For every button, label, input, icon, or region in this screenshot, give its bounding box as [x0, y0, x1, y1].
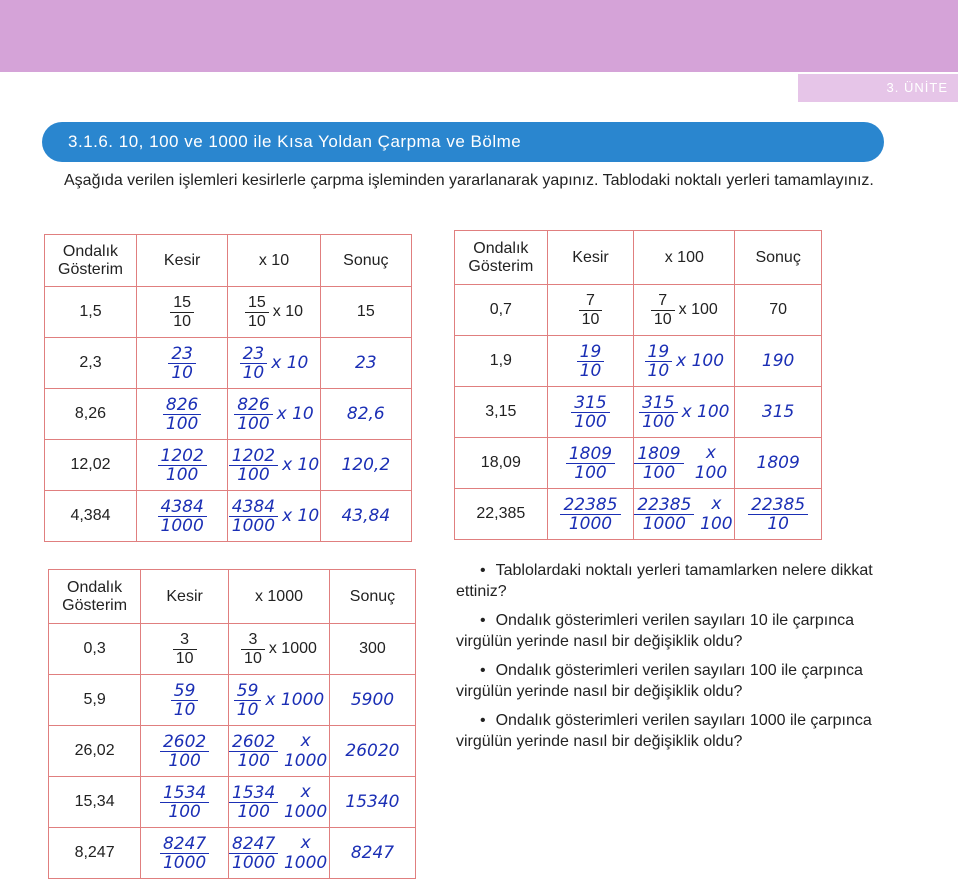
multiplication-expression: [651, 292, 718, 329]
result-value: 8247: [350, 843, 395, 863]
denominator: 10: [175, 649, 194, 667]
fraction: [234, 682, 262, 719]
header-result: Sonuç: [329, 570, 415, 624]
multiplication-expression: [234, 682, 324, 719]
multiplier-text: x 1000: [265, 690, 325, 710]
result-cell: [735, 438, 822, 489]
table-row: [455, 438, 822, 489]
multiplier-text: x 100: [700, 494, 733, 534]
denominator: 10: [173, 312, 192, 330]
header-multiplier: x 10: [228, 235, 320, 287]
table-row: [45, 338, 412, 389]
numerator: 1809: [634, 445, 683, 464]
numerator: 2602: [229, 733, 278, 752]
result-value: 15340: [345, 792, 400, 812]
multiplier-text: x 1000: [283, 782, 328, 822]
decimal-value: 18,09: [480, 454, 521, 471]
result-value: 300: [359, 640, 386, 657]
denominator: 10: [173, 699, 196, 720]
bullet: •: [480, 662, 486, 679]
header-decimal: Ondalık Gösterim: [455, 231, 548, 285]
fraction: [229, 447, 278, 484]
numerator: 22385: [634, 496, 694, 515]
numerator: 1534: [229, 784, 278, 803]
decimal-cell: [49, 624, 141, 675]
multiplication-cell: [634, 438, 735, 489]
header-fraction: Kesir: [141, 570, 229, 624]
fraction-cell: [141, 726, 229, 777]
fraction: [577, 343, 605, 380]
fraction: [579, 292, 603, 329]
fraction-cell: [141, 777, 229, 828]
result-value: 23: [355, 353, 377, 373]
decimal-cell: [455, 489, 548, 540]
numerator: 15: [245, 294, 269, 313]
result-cell: [329, 726, 415, 777]
multiplication-cell: [229, 726, 330, 777]
multiplication-cell: [228, 440, 320, 491]
multiplication-cell: [229, 828, 330, 879]
multiplication-cell: [634, 336, 735, 387]
instructions-text: Aşağıda verilen işlemleri kesirlerle çarpma işleminden yararlanarak yapınız. Tablodaki noktalı yerleri tamamlayınız.: [64, 172, 874, 189]
result-cell: [329, 777, 415, 828]
result-cell: [735, 285, 822, 336]
numerator: 23: [168, 345, 196, 364]
fraction-cell: [547, 336, 634, 387]
fraction-cell: [136, 389, 227, 440]
multiplier-text: x 1000: [268, 640, 317, 657]
denominator: 100: [237, 413, 270, 434]
fraction-cell: [547, 438, 634, 489]
fraction-cell: [547, 489, 634, 540]
decimal-value: 15,34: [74, 793, 115, 810]
fraction-cell: [547, 285, 634, 336]
result-cell: [329, 828, 415, 879]
table-header-row: [455, 231, 822, 285]
decimal-value: 26,02: [74, 742, 115, 759]
table-row: [49, 675, 416, 726]
multiplier-text: x 100: [694, 443, 728, 483]
denominator: 10: [244, 649, 262, 667]
table-row: [45, 287, 412, 338]
fraction: [245, 294, 269, 331]
fraction: [560, 496, 620, 533]
multiplication-cell: [228, 389, 320, 440]
numerator: 826: [234, 396, 272, 415]
decimal-value: 3,15: [485, 403, 517, 420]
result-cell: [320, 389, 411, 440]
multiplication-expression: [229, 498, 319, 535]
fraction: [240, 345, 268, 382]
numerator: 3: [173, 631, 197, 650]
fraction: [651, 292, 675, 329]
table-row: [49, 624, 416, 675]
denominator: 100: [237, 801, 270, 822]
table-row: [45, 389, 412, 440]
fraction-cell: [136, 440, 227, 491]
numerator: 4384: [158, 498, 207, 517]
result-value: 120,2: [341, 455, 391, 475]
numerator: 3: [241, 631, 265, 650]
decimal-cell: [45, 389, 137, 440]
table-row: [455, 489, 822, 540]
multiplication-expression: [240, 345, 309, 382]
denominator: 10: [579, 360, 602, 381]
decimal-cell: [49, 828, 141, 879]
denominator: 100: [642, 411, 675, 432]
table-row: [45, 491, 412, 542]
multiplier-text: x 10: [282, 506, 320, 526]
numerator: 1202: [229, 447, 278, 466]
denominator: 100: [165, 464, 199, 485]
questions-list: [456, 560, 888, 760]
numerator: 1809: [566, 445, 615, 464]
decimal-cell: [45, 491, 137, 542]
table-row: [455, 387, 822, 438]
question-text: Ondalık gösterimleri verilen sayıları 1000 ile çarpınca virgülün yerinde nasıl bir değişiklik oldu?: [456, 712, 872, 750]
multiplication-expression: [229, 782, 329, 822]
result-value: 82,6: [346, 404, 385, 424]
fraction: [160, 784, 209, 821]
fraction: [571, 394, 609, 431]
result-cell: [735, 336, 822, 387]
denominator: 100: [237, 464, 270, 485]
question-item: [456, 660, 888, 702]
decimal-cell: [45, 287, 137, 338]
question-item: [456, 610, 888, 652]
denominator: 100: [642, 462, 676, 483]
numerator: 315: [639, 394, 677, 413]
bullet: •: [480, 612, 486, 629]
numerator: 315: [571, 394, 609, 413]
header-decimal: Ondalık Gösterim: [49, 570, 141, 624]
result-cell: [735, 387, 822, 438]
result-value: 70: [769, 301, 788, 318]
multiplier-text: x 10: [272, 303, 303, 320]
fraction: [229, 498, 278, 535]
header-multiplier: x 1000: [229, 570, 330, 624]
table-times-10: [44, 234, 412, 542]
multiplication-cell: [229, 624, 330, 675]
table-row: [455, 285, 822, 336]
fraction: [229, 835, 278, 872]
fraction-cell: [136, 338, 227, 389]
result-cell: [320, 287, 411, 338]
fraction: [173, 631, 197, 668]
table-row: [49, 726, 416, 777]
numerator: 59: [171, 682, 199, 701]
decimal-value: 2,3: [79, 354, 102, 371]
result-cell: [329, 624, 415, 675]
decimal-value: 8,26: [74, 405, 107, 422]
multiplier-text: x 10: [282, 455, 320, 475]
fraction-cell: [547, 387, 634, 438]
numerator: 19: [577, 343, 605, 362]
fraction: [645, 343, 673, 380]
numerator: 15: [170, 294, 194, 313]
denominator: 10: [581, 310, 600, 328]
multiplication-expression: [234, 396, 314, 433]
result-value: 26020: [345, 741, 400, 761]
denominator: 10: [236, 699, 259, 720]
unit-tab: 3. ÜNİTE: [798, 74, 958, 102]
decimal-value: 12,02: [70, 456, 111, 473]
denominator: 10: [647, 360, 670, 381]
decimal-cell: [45, 440, 137, 491]
table-times-1000: [48, 569, 416, 879]
result-value: 5900: [350, 690, 395, 710]
fraction: [229, 733, 278, 770]
fraction: [634, 445, 683, 482]
multiplication-expression: [229, 833, 329, 873]
fraction: [634, 496, 694, 533]
decimal-value: 8,247: [74, 844, 115, 861]
question-text: Tablolardaki noktalı yerleri tamamlarken nelere dikkat ettiniz?: [456, 562, 873, 600]
decimal-value: 1,9: [489, 352, 512, 369]
multiplier-text: x 10: [276, 404, 314, 424]
table-row: [455, 336, 822, 387]
decimal-cell: [455, 285, 548, 336]
denominator: 1000: [642, 513, 686, 534]
question-item: [456, 560, 888, 602]
fraction: [566, 445, 615, 482]
denominator: 100: [574, 462, 607, 483]
decimal-cell: [455, 438, 548, 489]
fraction: [160, 733, 209, 770]
result-value: 315: [761, 402, 795, 422]
decimal-value: 5,9: [83, 691, 106, 708]
numerator: 1534: [160, 784, 209, 803]
numerator: 2602: [160, 733, 209, 752]
decimal-cell: [45, 338, 137, 389]
numerator: 8247: [229, 835, 278, 854]
result-value: 1809: [756, 453, 800, 473]
decimal-cell: [455, 336, 548, 387]
numerator: 7: [651, 292, 675, 311]
multiplication-cell: [229, 777, 330, 828]
numerator: 22385: [560, 496, 620, 515]
header-multiplier: x 100: [634, 231, 735, 285]
multiplication-cell: [634, 285, 735, 336]
fraction: [229, 784, 278, 821]
multiplication-expression: [645, 343, 725, 380]
multiplier-text: x 1000: [283, 833, 328, 873]
multiplication-expression: [245, 294, 303, 331]
fraction: [168, 345, 196, 382]
fraction: [639, 394, 677, 431]
denominator: 100: [237, 750, 270, 771]
question-text: Ondalık gösterimleri verilen sayıları 10 ile çarpınca virgülün yerinde nasıl bir değişiklik oldu?: [456, 612, 854, 650]
numerator: 59: [234, 682, 262, 701]
fraction-cell: [141, 624, 229, 675]
decimal-value: 0,7: [489, 301, 512, 318]
multiplier-text: x 100: [681, 402, 730, 422]
numerator: 19: [645, 343, 673, 362]
numerator: 23: [240, 345, 268, 364]
multiplier-text: x 100: [678, 301, 718, 318]
bullet: •: [480, 712, 486, 729]
decimal-value: 0,3: [83, 640, 106, 657]
question-item: [456, 710, 888, 752]
multiplication-expression: [634, 494, 734, 534]
multiplier-text: x 10: [271, 353, 309, 373]
fraction: [163, 396, 201, 433]
multiplication-cell: [229, 675, 330, 726]
multiplication-expression: [241, 631, 317, 668]
question-text: Ondalık gösterimleri verilen sayıları 100 ile çarpınca virgülün yerinde nasıl bir değişiklik oldu?: [456, 662, 863, 700]
multiplication-cell: [228, 287, 320, 338]
decimal-cell: [455, 387, 548, 438]
multiplication-cell: [634, 387, 735, 438]
result-value: 15: [356, 303, 375, 320]
multiplication-cell: [634, 489, 735, 540]
header-result: Sonuç: [320, 235, 411, 287]
fraction-cell: [136, 287, 227, 338]
denominator: 1000: [568, 513, 613, 534]
table-row: [49, 828, 416, 879]
header-fraction: Kesir: [136, 235, 227, 287]
header-decimal: Ondalık Gösterim: [45, 235, 137, 287]
multiplication-expression: [634, 443, 734, 483]
denominator: 100: [168, 801, 201, 822]
section-title: 3.1.6. 10, 100 ve 1000 ile Kısa Yoldan Çarpma ve Bölme: [42, 122, 884, 162]
result-value: 43,84: [341, 506, 391, 526]
denominator: 10: [242, 362, 265, 383]
numerator: 4384: [229, 498, 278, 517]
table-header-row: [49, 570, 416, 624]
denominator: 1000: [232, 852, 276, 873]
denominator: 100: [574, 411, 607, 432]
denominator: 10: [247, 312, 266, 330]
table-row: [49, 777, 416, 828]
decimal-cell: [49, 675, 141, 726]
denominator: 10: [171, 362, 193, 383]
fraction: [241, 631, 265, 668]
decimal-cell: [49, 726, 141, 777]
fraction-cell: [141, 675, 229, 726]
result-cell: [320, 440, 411, 491]
result-cell: [320, 491, 411, 542]
multiplication-cell: [228, 491, 320, 542]
bullet: •: [480, 562, 486, 579]
numerator: 826: [163, 396, 201, 415]
numerator: 8247: [160, 835, 209, 854]
decimal-value: 1,5: [79, 303, 102, 320]
decimal-value: 4,384: [70, 507, 111, 524]
result-value: 190: [761, 351, 795, 371]
decimal-cell: [49, 777, 141, 828]
multiplication-expression: [639, 394, 729, 431]
numerator: 22385: [748, 496, 808, 515]
denominator: 1000: [162, 852, 207, 873]
multiplication-expression: [229, 447, 319, 484]
multiplier-text: x 100: [676, 351, 725, 371]
denominator: 10: [767, 513, 789, 534]
fraction: [160, 835, 209, 872]
fraction-cell: [136, 491, 227, 542]
decimal-value: 22,385: [476, 505, 526, 522]
fraction: [171, 682, 199, 719]
numerator: 1202: [158, 447, 207, 466]
result-cell: [735, 489, 822, 540]
header-result: Sonuç: [735, 231, 822, 285]
multiplication-expression: [229, 731, 329, 771]
result-cell: [320, 338, 411, 389]
fraction-cell: [141, 828, 229, 879]
denominator: 1000: [160, 515, 204, 536]
fraction: [158, 447, 207, 484]
denominator: 1000: [231, 515, 276, 536]
table-header-row: [45, 235, 412, 287]
multiplier-text: x 1000: [283, 731, 328, 771]
table-times-100: [454, 230, 822, 540]
fraction: [234, 396, 272, 433]
denominator: 100: [165, 413, 199, 434]
top-color-band: [0, 0, 958, 72]
fraction: [170, 294, 194, 331]
fraction: [158, 498, 207, 535]
result-cell: [329, 675, 415, 726]
denominator: 100: [168, 750, 201, 771]
header-fraction: Kesir: [547, 231, 634, 285]
table-row: [45, 440, 412, 491]
numerator: 7: [579, 292, 603, 311]
fraction: [748, 496, 808, 533]
multiplication-cell: [228, 338, 320, 389]
denominator: 10: [653, 310, 672, 328]
